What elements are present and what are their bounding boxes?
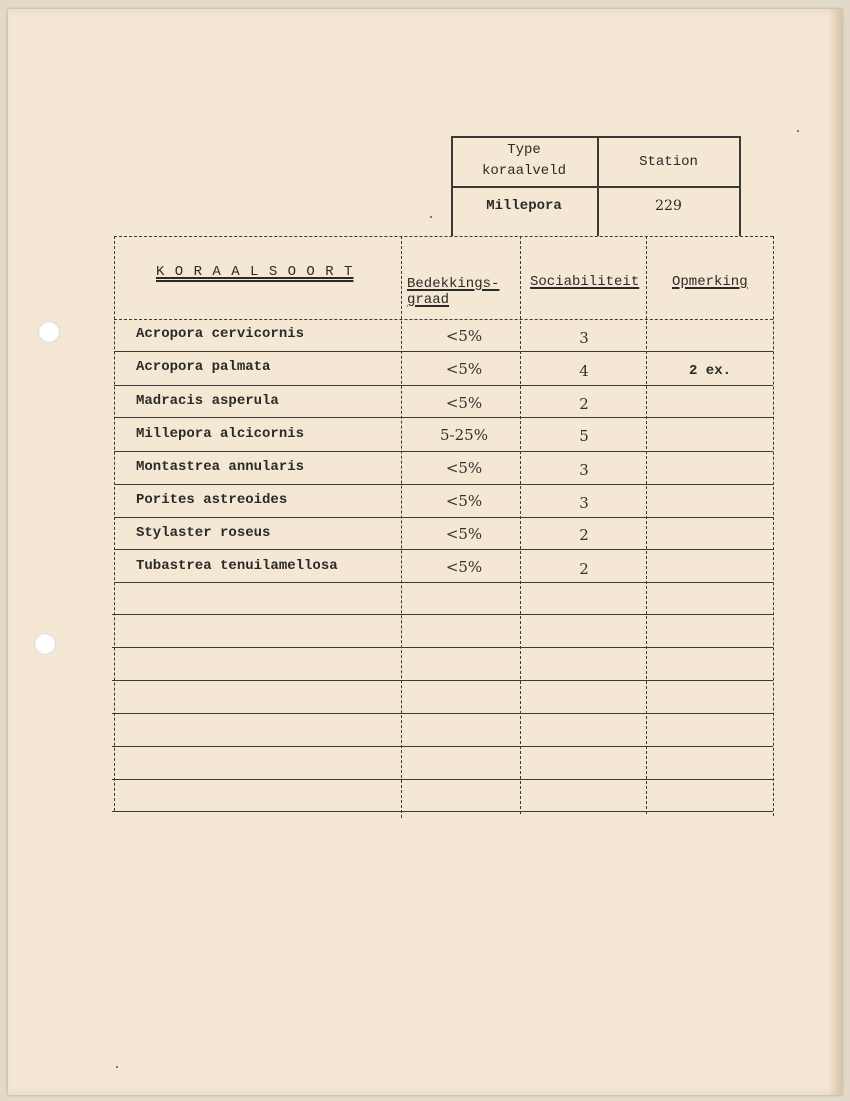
speck (430, 216, 432, 218)
speck (116, 1066, 118, 1068)
punch-hole-bottom (34, 633, 56, 655)
row-line (112, 680, 773, 681)
punch-hole-top (38, 321, 60, 343)
row-line (112, 614, 773, 615)
row-line (114, 582, 773, 583)
row-line (112, 647, 773, 648)
table-border-left (114, 236, 115, 811)
coverage-value: 5-25% (440, 426, 488, 444)
column-header-coverage-line2: graad (407, 292, 450, 308)
coverage-value: <5% (445, 394, 483, 412)
coverage-value: <5% (445, 327, 483, 345)
species-name: Porites astreoides (136, 492, 288, 508)
speck (797, 130, 799, 132)
column-header-sociability: Sociabiliteit (530, 274, 640, 290)
sociability-value: 3 (579, 461, 589, 479)
column-divider (646, 236, 647, 814)
species-name: Acropora palmata (136, 359, 271, 375)
station-value: 229 (655, 198, 682, 214)
row-line (112, 779, 773, 780)
species-name: Madracis asperula (136, 393, 279, 409)
column-header-remark: Opmerking (672, 274, 748, 290)
species-name: Montastrea annularis (136, 459, 305, 475)
species-name: Tubastrea tenuilamellosa (136, 558, 338, 574)
species-name: Stylaster roseus (136, 525, 271, 541)
column-header-coverage: Bedekkings- (407, 276, 500, 292)
sociability-value: 5 (579, 427, 589, 445)
sociability-value: 2 (579, 526, 589, 544)
type-value: Millepora (486, 198, 562, 214)
row-line (114, 351, 773, 352)
sociability-value: 2 (579, 560, 589, 578)
row-line (114, 451, 773, 452)
remark-value: 2 ex. (688, 363, 731, 379)
row-line (114, 319, 773, 320)
type-label-line2: koraalveld (481, 163, 566, 179)
table-border-top (114, 236, 773, 237)
station-label: Station (639, 154, 698, 170)
row-line (114, 385, 773, 386)
row-line (114, 549, 773, 550)
species-name: Millepora alcicornis (136, 426, 305, 442)
species-name: Acropora cervicornis (136, 326, 305, 342)
sociability-value: 3 (579, 329, 589, 347)
coverage-value: <5% (445, 525, 483, 543)
table-border-bottom (112, 811, 773, 812)
row-line (112, 713, 773, 714)
column-divider (401, 236, 402, 818)
coverage-value: <5% (445, 459, 483, 477)
row-line (114, 484, 773, 485)
row-line (114, 517, 773, 518)
coverage-value: <5% (445, 558, 483, 576)
coverage-value: <5% (445, 492, 483, 510)
header-box (451, 136, 740, 236)
row-line (114, 417, 773, 418)
table-border-right (773, 236, 774, 816)
coral-species-table (110, 236, 776, 816)
coverage-value: <5% (445, 360, 483, 378)
sociability-value: 4 (579, 362, 589, 380)
column-header-species: K O R A A L S O O R T (156, 264, 354, 280)
sociability-value: 3 (579, 494, 589, 512)
row-line (112, 746, 773, 747)
sociability-value: 2 (579, 395, 589, 413)
type-label: Type (507, 142, 541, 158)
page-edge-stain (828, 9, 842, 1095)
